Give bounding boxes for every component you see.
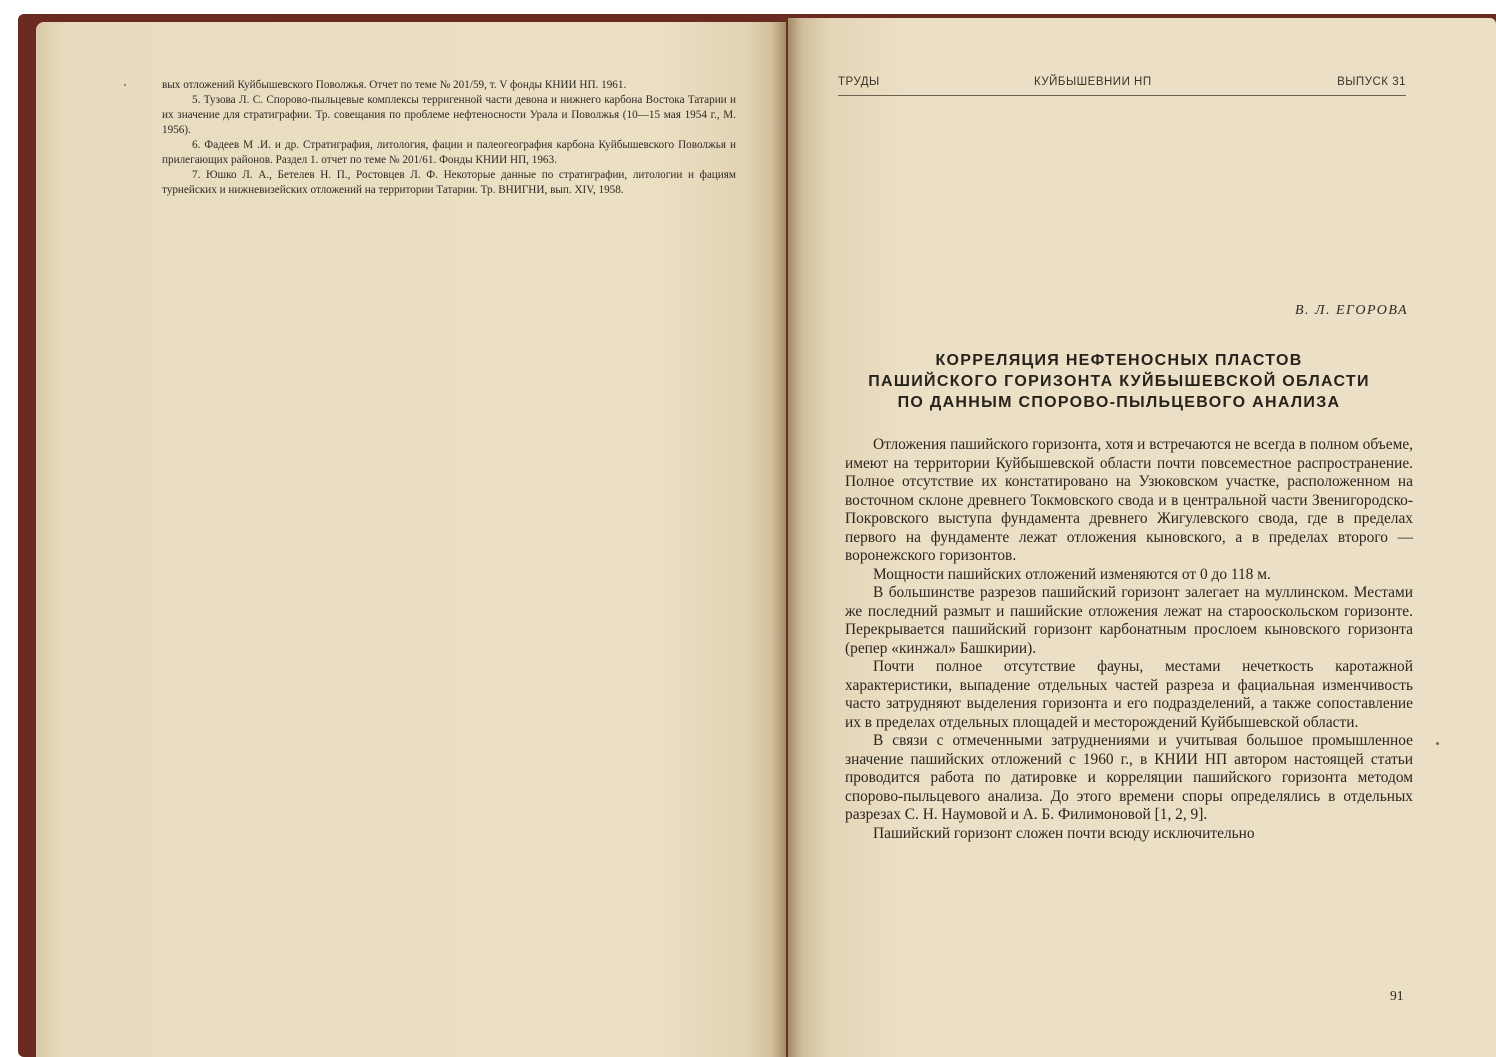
paper-speck bbox=[124, 84, 126, 86]
article-body bbox=[845, 436, 1413, 843]
body-paragraph: В связи с отмеченными затруднениями и учитывая большое промышленное значение пашийских отложений с 1960 г., в КНИИ НП автором настоящей статьи проводится работа по датировке и корреляции пашийского горизонта методом спорово-пыльцевого анализа. До этого времени споры определялись в отдельных разрезах С. Н. Наумовой и А. Б. Филимоновой [1, 2, 9]. bbox=[845, 732, 1413, 823]
title-line: ПО ДАННЫМ СПОРОВО-ПЫЛЬЦЕВОГО АНАЛИЗА bbox=[897, 394, 1341, 411]
body-paragraph: Пашийский горизонт сложен почти всюду исключительно bbox=[873, 824, 1255, 842]
article-title bbox=[830, 350, 1408, 413]
running-head bbox=[838, 76, 1406, 94]
body-paragraph: Отложения пашийского горизонта, хотя и встречаются не всегда в полном объеме, имеют на территории Куйбышевской области почти повсеместное распространение. Полное отсутствие их констатировано на Узюковском участке, расположенном на восточном склоне древнего Токмовского свода и в центральной части Звенигородско-Покровского выступа фундамента древнего Жигулевского свода, где в пределах первого на фундаменте лежат отложения кыновского, а в пределах второго — воронежского горизонтов. bbox=[845, 436, 1413, 564]
book-gutter bbox=[772, 18, 802, 1057]
reference-item: вых отложений Куйбышевского Поволжья. Отчет по теме № 201/59, т. V фонды КНИИ НП. 1961. bbox=[162, 79, 627, 91]
reference-list bbox=[162, 78, 736, 198]
running-head-institute: КУЙБЫШЕВНИИ НП bbox=[1034, 76, 1152, 88]
title-line: ПАШИЙСКОГО ГОРИЗОНТА КУЙБЫШЕВСКОЙ ОБЛАСТИ bbox=[868, 373, 1370, 390]
reference-item: 6. Фадеев М .И. и др. Стратиграфия, литология, фации и палеогеография карбона Куйбышевского Поволжья и прилегающих районов. Раздел 1. отчет по теме № 201/61. Фонды КНИИ НП, 1963. bbox=[162, 139, 736, 166]
reference-item: 5. Тузова Л. С. Спорово-пыльцевые комплексы терригенной части девона и нижнего карбона Востока Татарии и их значение для стратиграфии. Тр. совещания по проблеме нефтеносности Урала и Поволжья (10—15 мая 1954 г., М. 1956). bbox=[162, 94, 736, 136]
running-head-journal: ТРУДЫ bbox=[838, 76, 880, 88]
page-number: 91 bbox=[1390, 988, 1404, 1003]
body-paragraph: В большинстве разрезов пашийский горизонт залегает на муллинском. Местами же последний размыт и пашийские отложения лежат на старооскольском горизонте. Перекрывается пашийский горизонт карбонатным прослоем кыновского горизонта (репер «кинжал» Башкирии). bbox=[845, 584, 1413, 657]
body-paragraph: Мощности пашийских отложений изменяются от 0 до 118 м. bbox=[873, 565, 1271, 583]
running-head-rule bbox=[838, 95, 1406, 96]
title-line: КОРРЕЛЯЦИЯ НЕФТЕНОСНЫХ ПЛАСТОВ bbox=[935, 352, 1303, 369]
article-author: В. Л. ЕГОРОВА bbox=[1294, 303, 1408, 318]
reference-item: 7. Юшко Л. А., Бетелев Н. П., Ростовцев Л. Ф. Некоторые данные по стратиграфии, литологии и фациям турнейских и нижневизейских отложений на территории Татарии. Тр. ВНИГНИ, вып. XIV, 1958. bbox=[162, 169, 736, 196]
body-paragraph: Почти полное отсутствие фауны, местами нечеткость каротажной характеристики, выпадение отдельных частей разреза и фациальная изменчивость часто затрудняют выделения горизонта и его подразделений, а также сопоставление их в пределах отдельных площадей и месторождений Куйбышевской области. bbox=[845, 658, 1413, 731]
paper-speck bbox=[1436, 742, 1439, 745]
running-head-issue: ВЫПУСК 31 bbox=[1337, 76, 1406, 88]
